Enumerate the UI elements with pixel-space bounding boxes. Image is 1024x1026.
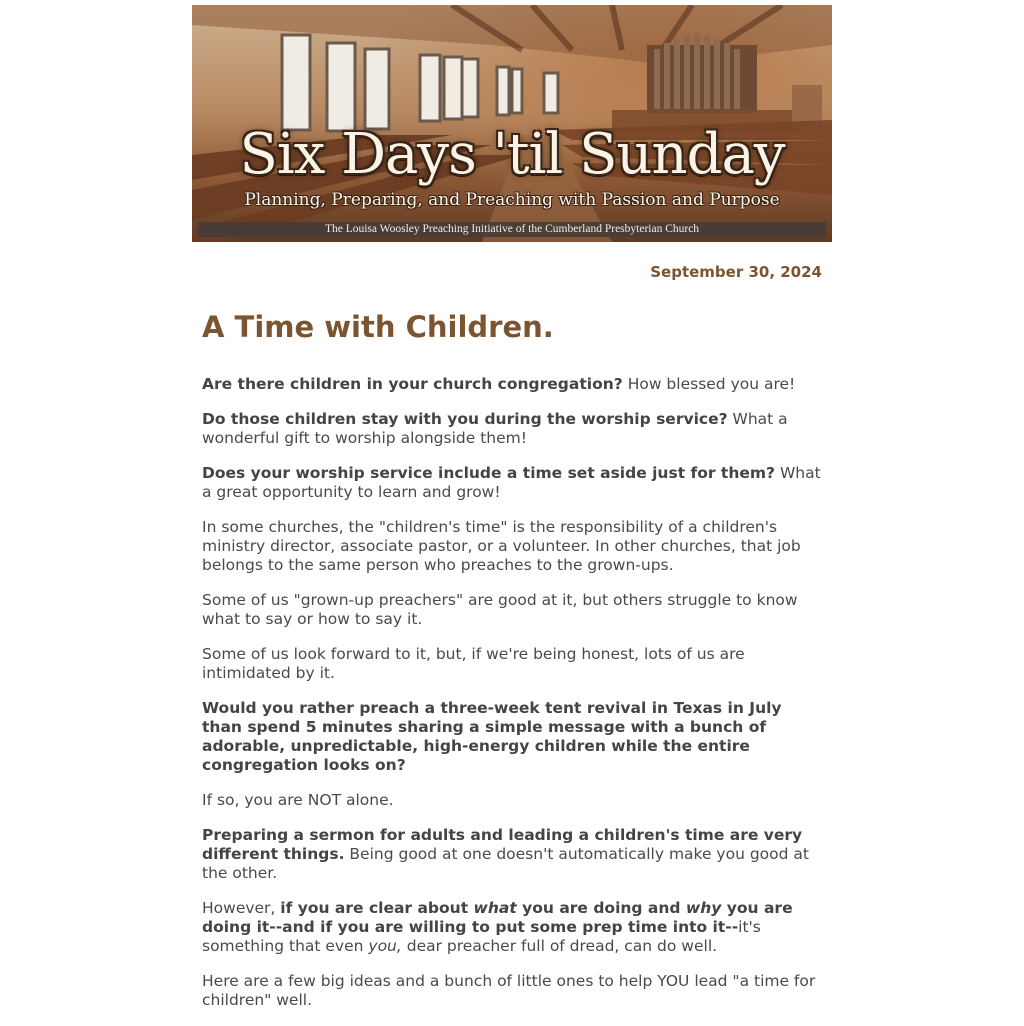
paragraph-text: If so, you are NOT alone. bbox=[202, 791, 394, 809]
bold-lead: Preparing a sermon for adults and leading a children's time are very different things. bbox=[202, 826, 803, 863]
paragraph-text: Some of us "grown-up preachers" are good at it, but others struggle to know what to say or how to say it. bbox=[202, 591, 798, 628]
paragraph bbox=[202, 518, 822, 575]
paragraph bbox=[202, 410, 822, 448]
header-banner bbox=[192, 5, 832, 242]
article-headline: A Time with Children. bbox=[202, 310, 554, 344]
paragraph bbox=[202, 464, 822, 502]
emphasis-what: what bbox=[473, 899, 517, 917]
banner-title: Six Days 'til Sunday bbox=[239, 122, 785, 187]
paragraph bbox=[202, 972, 822, 1010]
paragraph bbox=[202, 375, 822, 394]
bold-lead: Does your worship service include a time set aside just for them? bbox=[202, 464, 776, 482]
banner-footer: The Louisa Woosley Preaching Initiative of the Cumberland Presbyterian Church bbox=[198, 222, 826, 237]
paragraph-text: Some of us look forward to it, but, if we're being honest, lots of us are intimidated by it. bbox=[202, 645, 745, 682]
bold-text: you are doing it--and if you are willing to put some prep time into it-- bbox=[202, 899, 793, 936]
paragraph-text: How blessed you are! bbox=[622, 375, 796, 393]
paragraph-text: In some churches, the "children's time" is the responsibility of a children's ministry director, associate pastor, or a volunteer. In other churches, that job belongs to the same person who preaches to the grown-ups. bbox=[202, 518, 801, 574]
bold-text: you are doing and bbox=[516, 899, 686, 917]
bold-phrase bbox=[202, 899, 793, 936]
article-body bbox=[202, 375, 822, 1010]
emphasis-why: why bbox=[685, 899, 722, 917]
paragraph bbox=[202, 645, 822, 683]
emphasis-you: you, bbox=[368, 937, 402, 955]
bold-text: if you are clear about bbox=[280, 899, 474, 917]
issue-date: September 30, 2024 bbox=[650, 263, 822, 281]
paragraph-text: What a wonderful gift to worship alongside them! bbox=[202, 410, 788, 447]
bold-lead: Do those children stay with you during the worship service? bbox=[202, 410, 728, 428]
paragraph bbox=[202, 826, 822, 883]
paragraph-text: What a great opportunity to learn and grow! bbox=[202, 464, 821, 501]
bold-lead: Would you rather preach a three-week tent revival in Texas in July than spend 5 minutes sharing a simple message with a bunch of adorable, unpredictable, high-energy children while the entire congregation looks on? bbox=[202, 699, 782, 774]
paragraph bbox=[202, 791, 822, 810]
paragraph bbox=[202, 699, 822, 775]
paragraph bbox=[202, 591, 822, 629]
paragraph-text: However, bbox=[202, 899, 281, 917]
paragraph-text: dear preacher full of dread, can do well. bbox=[401, 937, 718, 955]
paragraph-text: it's something that even bbox=[202, 918, 761, 955]
newsletter bbox=[192, 5, 832, 1026]
paragraph-text: Here are a few big ideas and a bunch of little ones to help YOU lead "a time for children" well. bbox=[202, 972, 816, 1009]
paragraph-text: Being good at one doesn't automatically make you good at the other. bbox=[202, 845, 809, 882]
banner-subtitle: Planning, Preparing, and Preaching with Passion and Purpose bbox=[244, 190, 780, 210]
paragraph bbox=[202, 899, 822, 956]
bold-lead: Are there children in your church congregation? bbox=[202, 375, 623, 393]
